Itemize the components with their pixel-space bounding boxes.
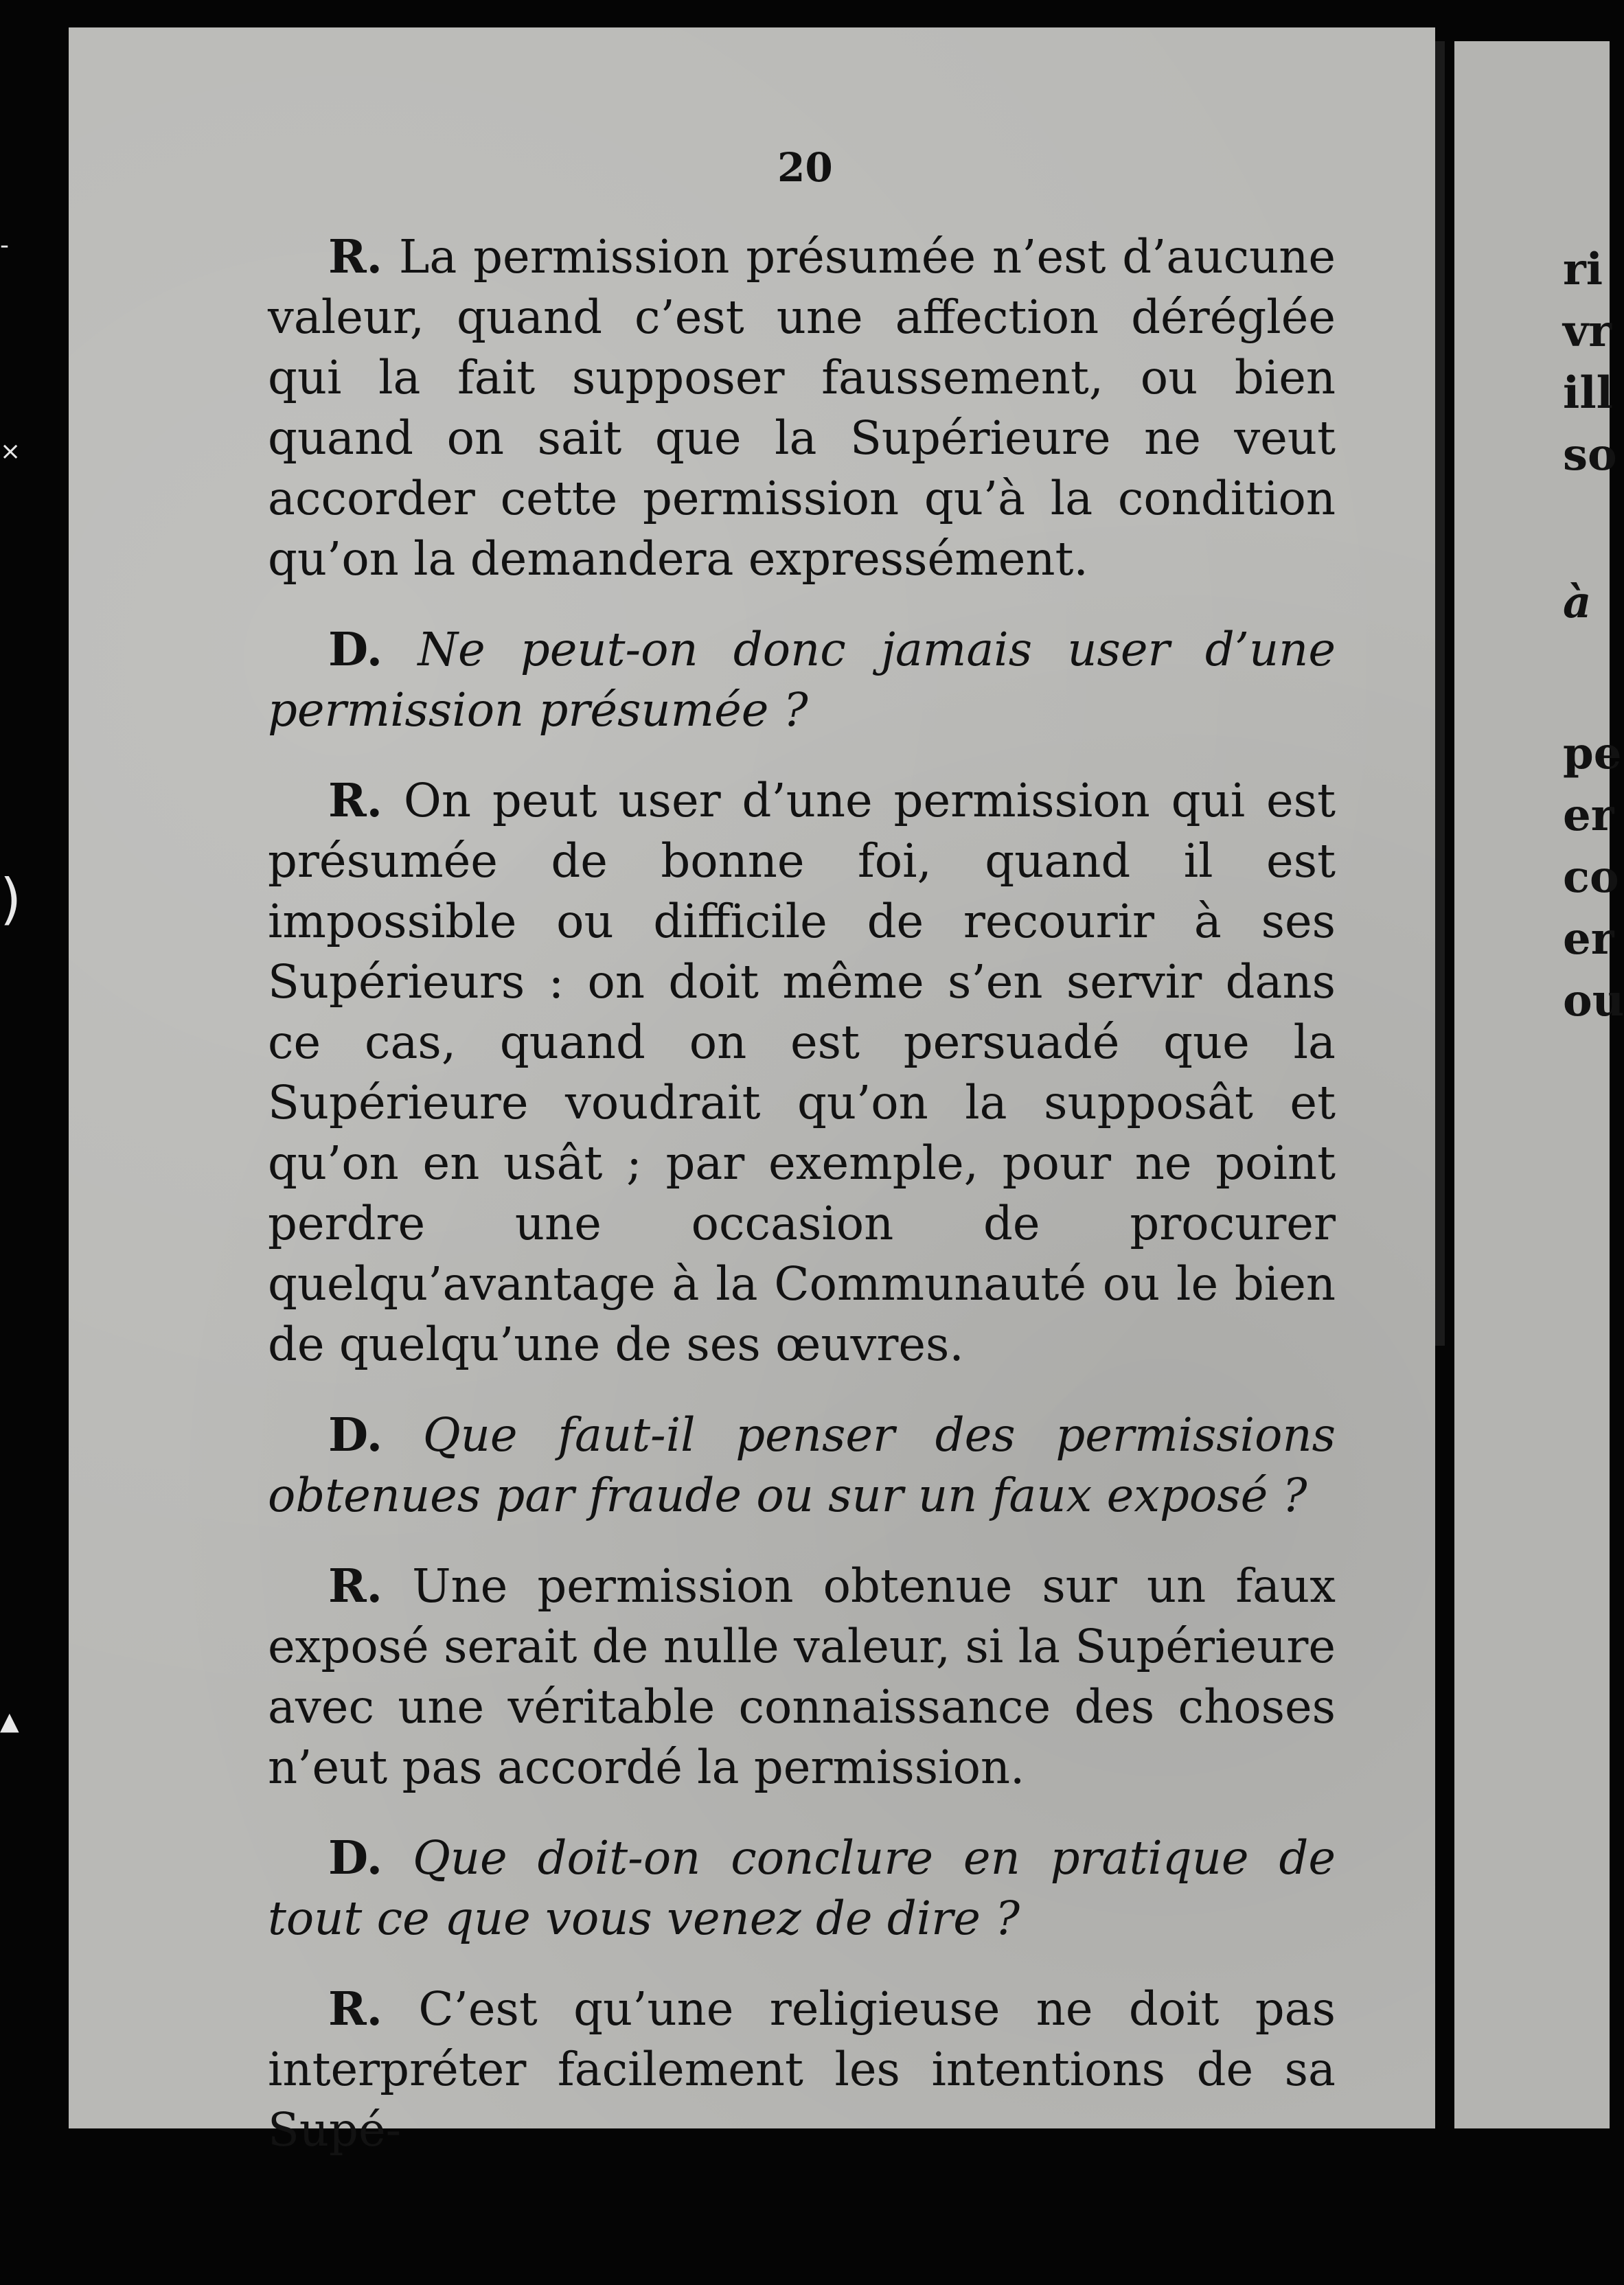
paragraph-body: Que faut-il penser des permissions obtenues par fraude ou sur un faux exposé ? bbox=[268, 1408, 1336, 1522]
page-gutter bbox=[1435, 41, 1445, 1346]
facing-page-fragment: ou bbox=[1563, 975, 1624, 1026]
answer-paragraph bbox=[268, 1556, 1336, 1798]
edge-mark: × bbox=[0, 437, 21, 466]
paragraph-body: Une permission obtenue sur un faux exposé serait de nulle valeur, si la Supérieure avec une véritable connaissance des choses n’eut pas accordé la permission. bbox=[268, 1559, 1336, 1794]
facing-page-fragment: vr bbox=[1563, 306, 1612, 357]
page-text bbox=[268, 227, 1336, 2190]
edge-mark: ▲ bbox=[0, 1708, 19, 1736]
paragraph-body: On peut user d’une permission qui est présumée de bonne foi, quand il est impossible ou difficile de recourir à ses Supérieurs : on doit même s’en servir dans ce cas, quand on est persuadé que la Supérieure voudrait qu’on la supposât et qu’on en usât ; par exemple, pour ne point perdre une occasion de procurer quelqu’avantage à la Communauté ou le bien de quelqu’une de ses œuvres. bbox=[268, 774, 1336, 1371]
question-label: D. bbox=[328, 1408, 383, 1462]
question-paragraph bbox=[268, 1828, 1336, 1949]
facing-page-fragment: co bbox=[1563, 851, 1619, 903]
question-label: D. bbox=[328, 1830, 383, 1885]
edge-bracket-mark: ) bbox=[0, 867, 22, 931]
facing-page-fragment: er bbox=[1563, 913, 1614, 965]
answer-label: R. bbox=[328, 229, 383, 284]
paragraph-body: Ne peut-on donc jamais user d’une permission présumée ? bbox=[268, 623, 1336, 737]
answer-paragraph bbox=[268, 1979, 1336, 2160]
question-label: D. bbox=[328, 622, 383, 676]
facing-page-fragment: pe bbox=[1563, 728, 1622, 779]
facing-page-fragment: so bbox=[1563, 429, 1617, 481]
answer-paragraph bbox=[268, 227, 1336, 589]
paragraph-body: La permission présumée n’est d’aucune valeur, quand c’est une affection déréglée qui la fait supposer faussement, ou bien quand on sait que la Supérieure ne veut accorder cette permission qu’à la condition qu’on la demandera expressément. bbox=[268, 230, 1336, 586]
paragraph-body: Que doit-on conclure en pratique de tout ce que vous venez de dire ? bbox=[268, 1831, 1336, 1945]
facing-page-fragment: à bbox=[1563, 577, 1592, 628]
answer-label: R. bbox=[328, 1982, 383, 2036]
page-number: 20 bbox=[777, 144, 833, 191]
answer-label: R. bbox=[328, 773, 383, 827]
answer-paragraph bbox=[268, 770, 1336, 1375]
question-paragraph bbox=[268, 1405, 1336, 1526]
facing-page-fragment: ill bbox=[1563, 367, 1613, 419]
facing-page-fragment: er bbox=[1563, 790, 1614, 841]
question-paragraph bbox=[268, 619, 1336, 740]
paragraph-body: C’est qu’une religieuse ne doit pas interpréter facilement les intentions de sa Supé- bbox=[268, 1982, 1336, 2157]
answer-label: R. bbox=[328, 1559, 383, 1613]
edge-mark: - bbox=[0, 231, 9, 260]
facing-page-fragment: ri bbox=[1563, 244, 1603, 295]
